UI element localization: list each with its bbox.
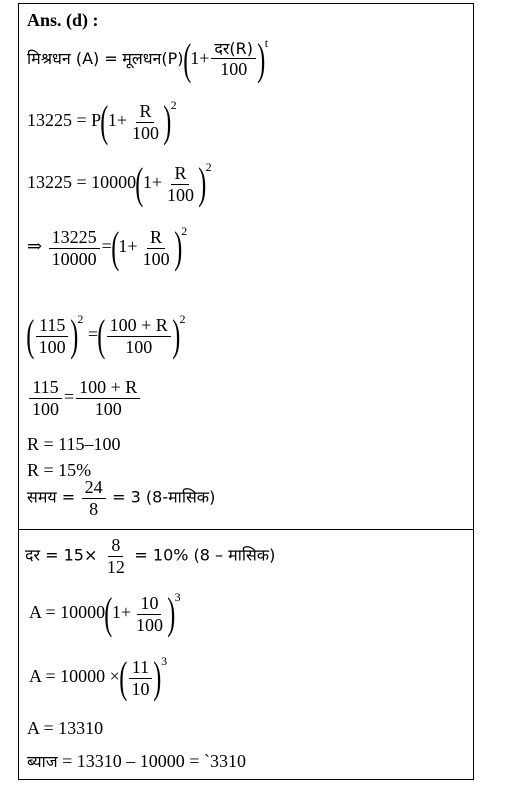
- a1-num: 10: [137, 594, 161, 615]
- step1-num: R: [136, 102, 154, 123]
- rate-label: दर = 15×: [25, 545, 98, 565]
- step4-rden: 100: [125, 336, 153, 357]
- step-5: [27, 378, 142, 419]
- step4-lnum: 115: [36, 316, 68, 337]
- rate-den: 12: [106, 556, 125, 577]
- step3-lden: 10000: [51, 248, 97, 269]
- step2-lhs: 13225 = 10000: [27, 172, 137, 193]
- formula-rate-num: दर(R): [211, 41, 256, 60]
- step3-den: 100: [142, 248, 170, 269]
- step-1: 13225 = P(1+ $\frac{R}{100}$ )$^2$: [27, 97, 177, 146]
- time-rest: = 3 (8-मासिक): [112, 487, 216, 507]
- step5-lden: 100: [32, 398, 59, 419]
- interest-rest: = 13310 – 10000 = `3310: [62, 751, 246, 771]
- amount-line-2: A = 10000 ×( $\frac{11}{10}$ )$^3$: [29, 653, 168, 702]
- step2-den: 100: [166, 184, 194, 205]
- answer-label: Ans. (d) :: [27, 10, 99, 30]
- a2-lhs: A = 10000 ×: [29, 666, 120, 687]
- step1-den: 100: [131, 122, 159, 143]
- step4-rexp: 2: [179, 312, 186, 326]
- step4-rnum: 100 + R: [107, 316, 171, 337]
- a1-lhs: A = 10000: [29, 602, 106, 623]
- a2-exp: 3: [161, 654, 168, 668]
- time-num: 24: [82, 478, 106, 499]
- a1-one-plus: 1+: [111, 602, 131, 623]
- formula-lhs: मिश्रधन (A) =: [27, 49, 118, 69]
- step2-exp: 2: [205, 160, 212, 174]
- step2-num: R: [171, 164, 189, 185]
- step1-exp: 2: [170, 98, 177, 112]
- step-2: 13225 = 10000(1+ $\frac{R}{100}$ )$^2$: [27, 159, 212, 208]
- step-4: ( $\frac{115}{100}$ )$^2$ =( $\frac{100 + R}{100}$ )$^2$: [26, 311, 186, 360]
- step-3: ⇒ $\frac{13225}{10000}$ =(1+ $\frac{R}{100}$ )$^2$: [27, 223, 188, 272]
- formula-principal: मूलधन(P): [122, 49, 184, 69]
- step-6: R = 115–100: [27, 434, 121, 454]
- formula-one-plus: 1+: [190, 48, 210, 69]
- step4-lexp: 2: [77, 312, 84, 326]
- step1-lhs: 13225 = P: [27, 110, 102, 131]
- time-label: समय =: [27, 487, 76, 507]
- solution-box-bottom: [18, 530, 474, 780]
- step4-lden: 100: [38, 336, 66, 357]
- time-line: [27, 478, 215, 519]
- a2-num: 11: [129, 658, 152, 679]
- step3-exp: 2: [181, 224, 188, 238]
- formula-rate-den: 100: [220, 59, 248, 80]
- step5-eq: =: [64, 386, 75, 407]
- a1-exp: 3: [174, 590, 181, 604]
- a1-den: 100: [135, 614, 163, 635]
- formula-exp: t: [264, 36, 269, 50]
- implies-arrow: ⇒: [27, 236, 43, 257]
- step3-one-plus: 1+: [118, 236, 138, 257]
- amount-result: A = 13310: [27, 718, 104, 738]
- step3-num: R: [147, 228, 165, 249]
- interest-line: [27, 750, 246, 772]
- step1-one-plus: 1+: [107, 110, 127, 131]
- rate-num: 8: [108, 536, 123, 557]
- step3-lnum: 13225: [49, 228, 100, 249]
- a2-den: 10: [131, 678, 150, 699]
- solution-box-top: [18, 3, 474, 530]
- rate-rest: = 10% (8 – मासिक): [134, 545, 276, 565]
- step5-rden: 100: [94, 398, 122, 419]
- step5-rnum: 100 + R: [76, 378, 140, 399]
- amount-line-1: A = 10000(1+ $\frac{10}{100}$ )$^3$: [29, 589, 181, 638]
- interest-label: ब्याज: [27, 752, 58, 771]
- step3-eq: =: [101, 236, 112, 257]
- step2-one-plus: 1+: [142, 172, 162, 193]
- time-den: 8: [89, 498, 99, 519]
- step4-eq: =: [87, 324, 98, 345]
- step-7: R = 15%: [27, 460, 92, 480]
- compound-formula: मिश्रधन (A) = मूलधन(P)(1+ $\frac{\text{दर(R)}}{100}$ )$^t$: [27, 35, 269, 84]
- rate-line: [25, 536, 275, 577]
- step5-lnum: 115: [29, 378, 61, 399]
